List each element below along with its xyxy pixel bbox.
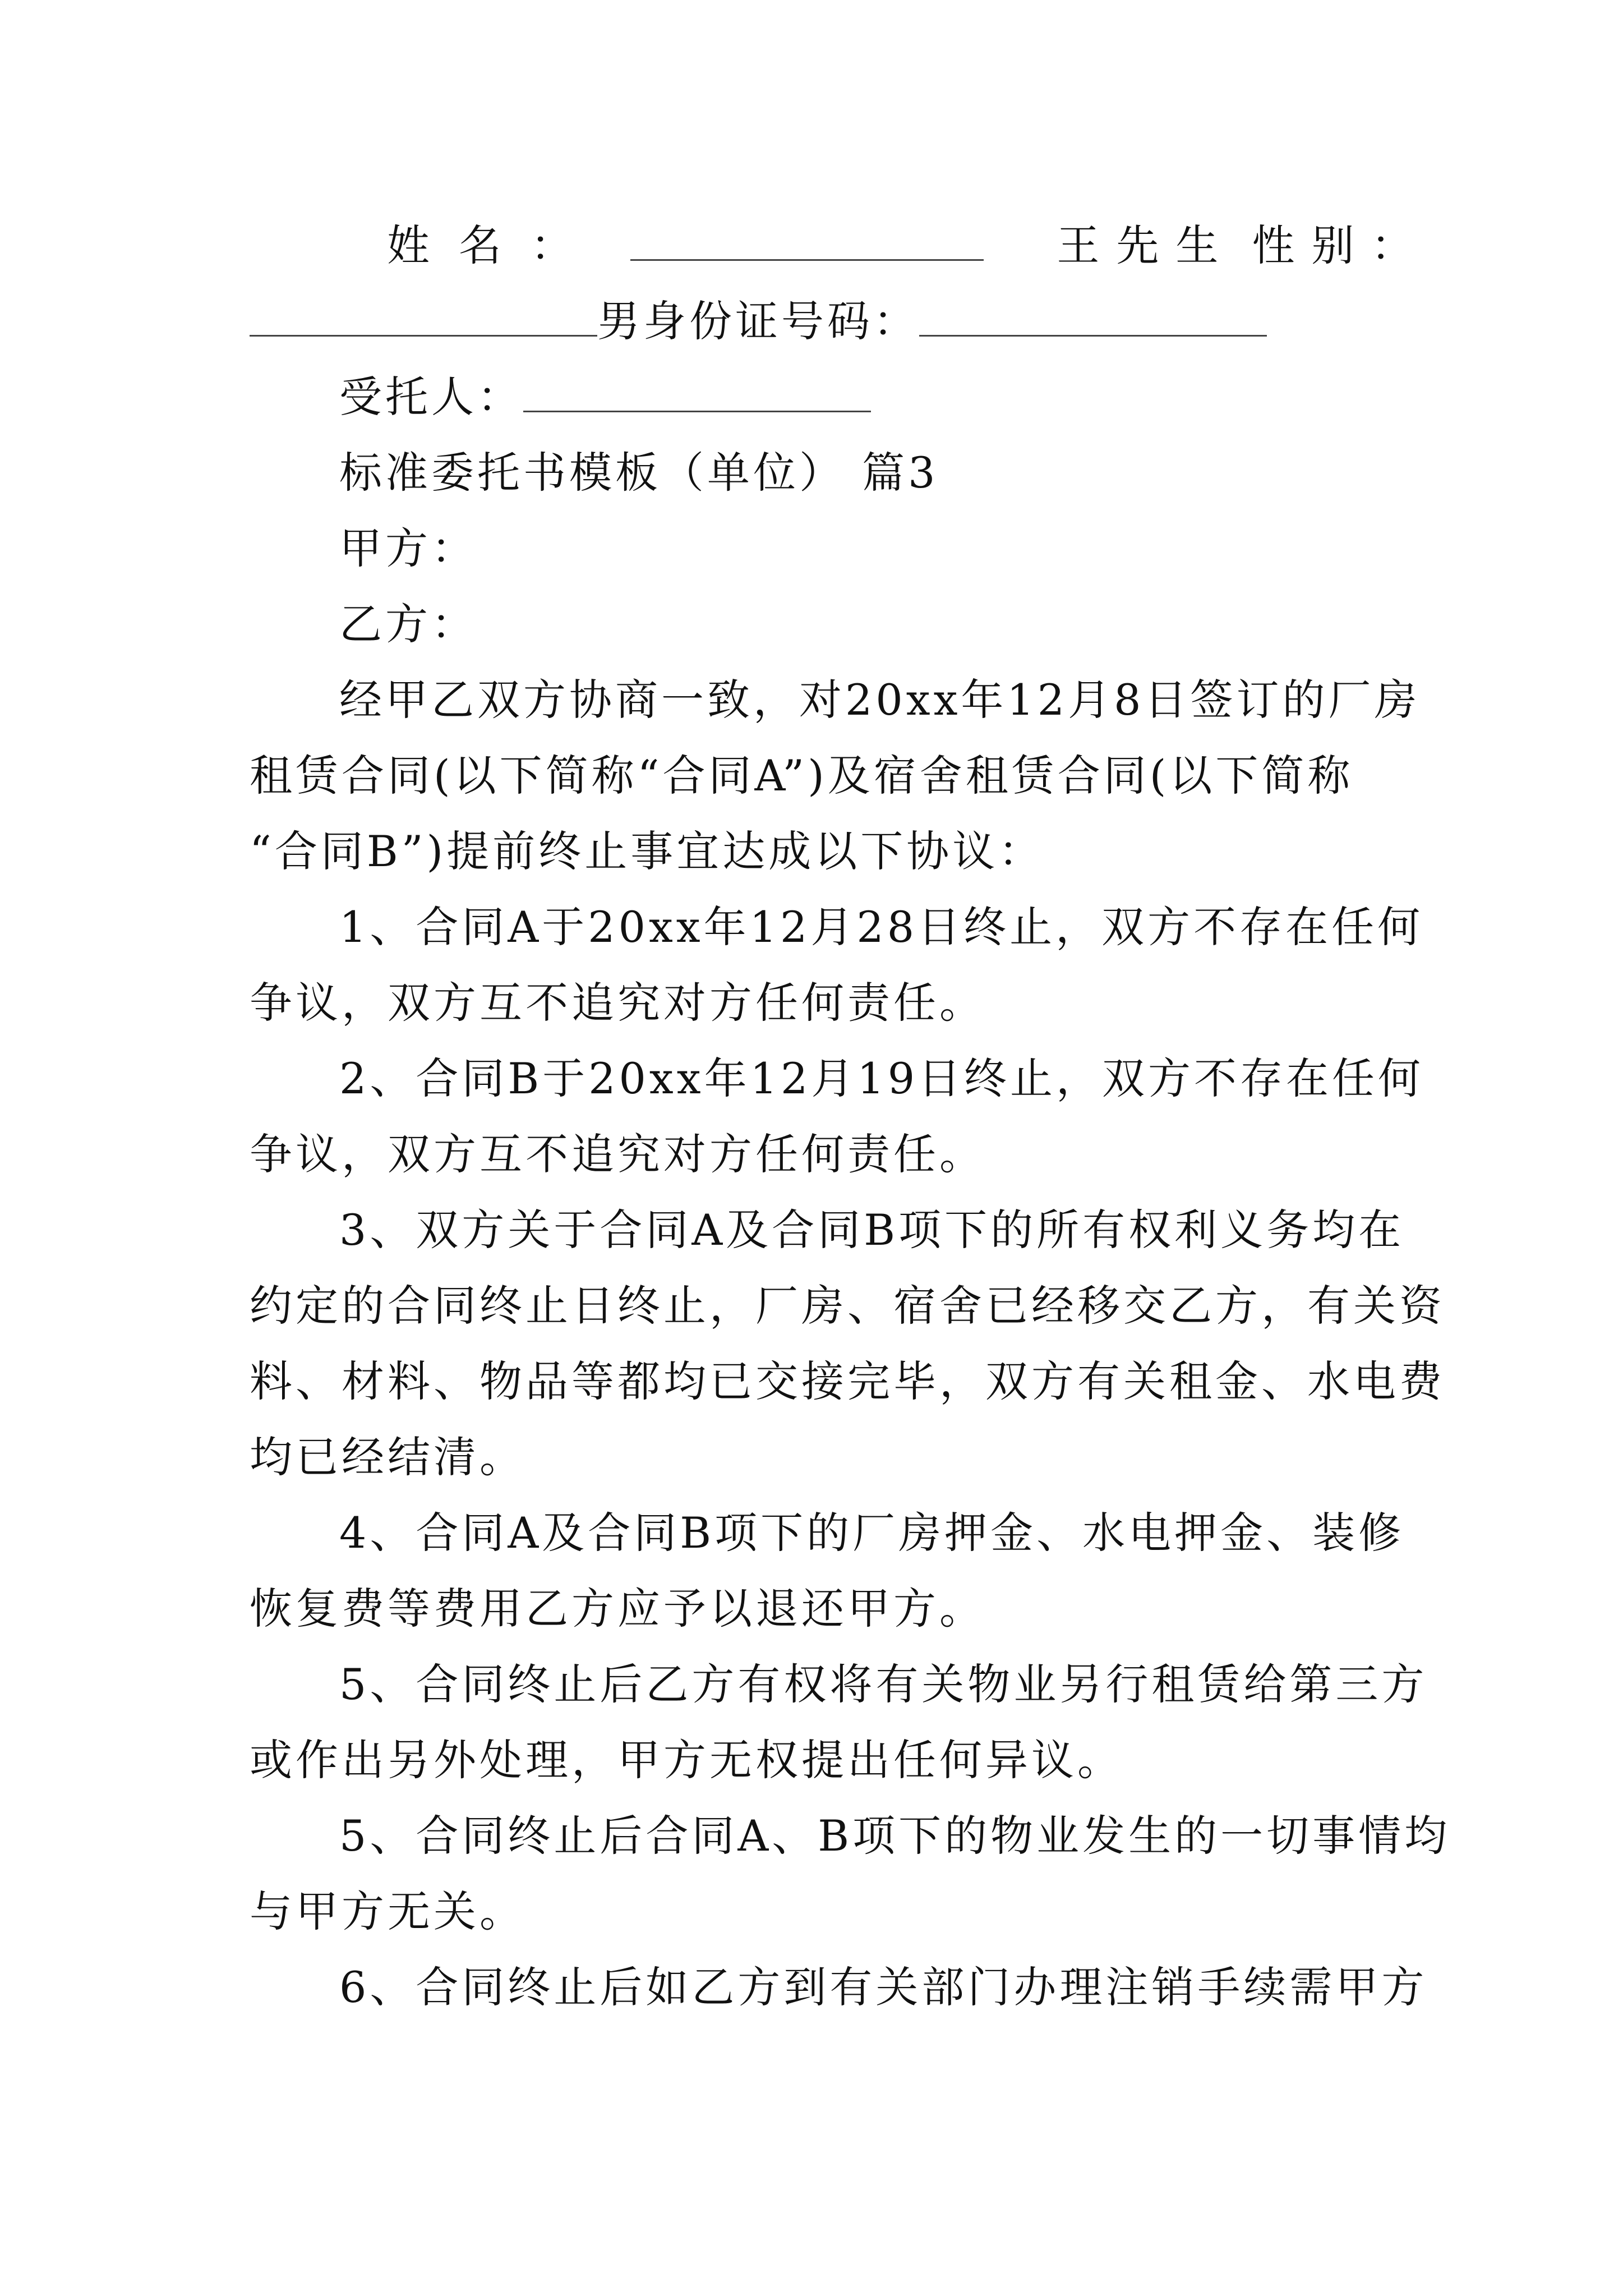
body-line: 料、材料、物品等都均已交接完毕，双方有关租金、水电费	[250, 1356, 1445, 1406]
body-line: 争议，双方互不追究对方任何责任。	[250, 1129, 985, 1179]
body-line: 或作出另外处理，甲方无权提出任何异议。	[250, 1735, 1123, 1785]
body-line: 恢复费等费用乙方应予以退还甲方。	[250, 1584, 985, 1634]
name-blank	[630, 219, 984, 261]
clause-2: 2、合同B于20xx年12月19日终止，双方不存在任何	[339, 1053, 1424, 1103]
clause-1: 1、合同A于20xx年12月28日终止，双方不存在任何	[339, 902, 1424, 952]
gender-value: 男	[597, 296, 643, 346]
party-a: 甲方：	[339, 523, 477, 573]
body-line: 经甲乙双方协商一致，对20xx年12月8日签订的厂房	[339, 675, 1421, 725]
gender-id-row	[250, 295, 1388, 348]
section-title: 标准委托书模板（单位） 篇3	[339, 448, 939, 498]
trustee-row	[339, 370, 1388, 424]
body-line: 均已经结清。	[250, 1432, 525, 1482]
party-b: 乙方：	[339, 599, 477, 649]
body-line: 与甲方无关。	[250, 1887, 525, 1936]
body-line: 租赁合同(以下简称“合同A”)及宿舍租赁合同(以下简称	[250, 751, 1354, 800]
gender-label: 性别：	[1252, 220, 1431, 270]
trustee-blank	[523, 370, 871, 412]
clause-5: 5、合同终止后乙方有权将有关物业另行租赁给第三方	[339, 1659, 1428, 1709]
body-line: 争议，双方互不追究对方任何责任。	[250, 978, 985, 1028]
id-blank	[919, 295, 1267, 337]
clause-6: 6、合同终止后如乙方到有关部门办理注销手续需甲方	[339, 1962, 1428, 2012]
gender-blank	[250, 295, 597, 337]
id-label: 身份证号码：	[643, 296, 919, 346]
body-line: 约定的合同终止日终止，厂房、宿舍已经移交乙方，有关资	[250, 1281, 1445, 1331]
trustee-label: 受托人：	[339, 372, 523, 422]
clause-5b: 5、合同终止后合同A、B项下的物业发生的一切事情均	[339, 1811, 1451, 1861]
name-value: 王先生	[1057, 220, 1235, 270]
name-gender-row	[387, 219, 1431, 273]
clause-3: 3、双方关于合同A及合同B项下的所有权利义务均在	[339, 1205, 1405, 1255]
body-line: “合同B”)提前终止事宜达成以下协议：	[250, 826, 1045, 876]
clause-4: 4、合同A及合同B项下的厂房押金、水电押金、装修	[339, 1508, 1405, 1558]
name-label: 姓名：	[387, 220, 602, 270]
